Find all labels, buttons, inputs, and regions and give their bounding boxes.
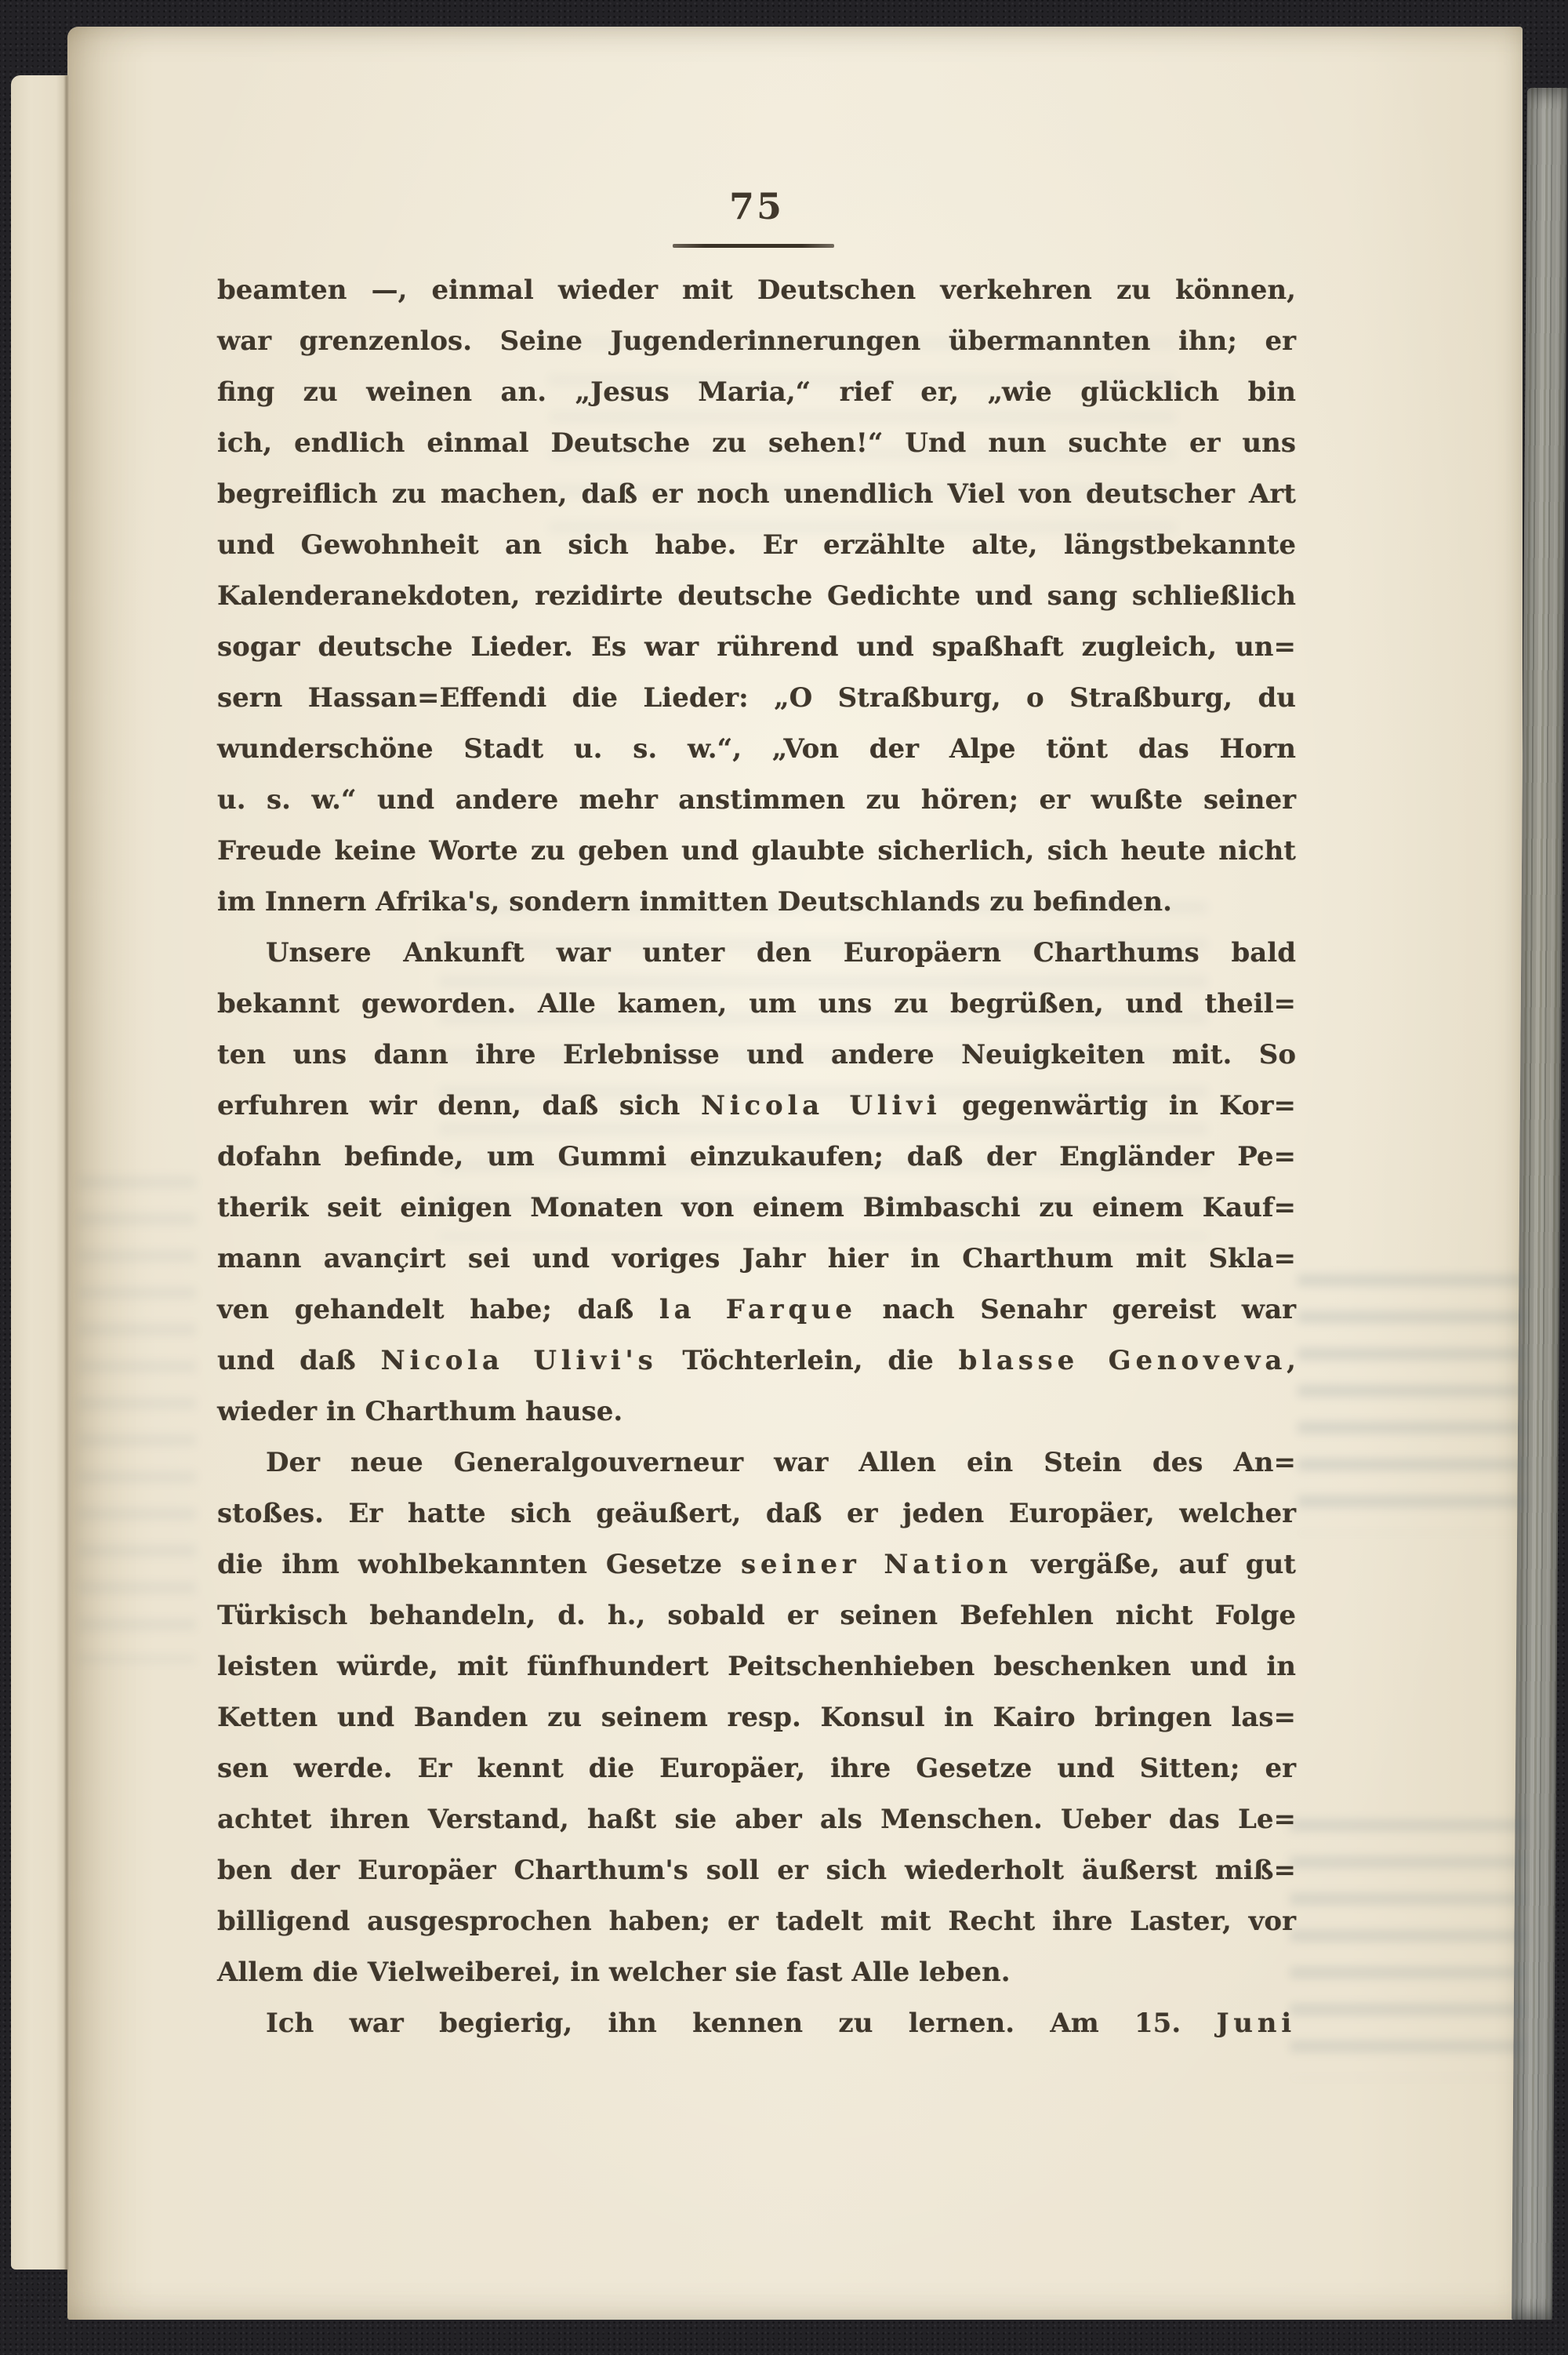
letterspaced-text: Juni: [1216, 2008, 1296, 2039]
text-line: [217, 1539, 1296, 1590]
text-segment: Türkisch behandeln, d. h., sobald er seinen Befehlen nicht Folge: [217, 1600, 1296, 1631]
text-segment: sern Hassan=Effendi die Lieder: „O Straßburg, o Straßburg, du: [217, 682, 1296, 714]
letterspaced-text: blasse Genoveva: [958, 1345, 1287, 1376]
text-segment: billigend ausgesprochen haben; er tadelt mit Recht ihre Laster, vor: [217, 1906, 1296, 1937]
text-line: [217, 775, 1296, 826]
text-line: [217, 877, 1296, 928]
text-line: [217, 1692, 1296, 1743]
text-segment: ,: [1287, 1345, 1296, 1376]
text-segment: gegenwärtig in Kor=: [941, 1090, 1296, 1121]
text-line: [217, 418, 1296, 469]
letterspaced-text: Nicola Ulivi: [700, 1090, 942, 1121]
previous-page-edge: [11, 75, 67, 2270]
text-line: [217, 1641, 1296, 1692]
text-segment: Allem die Vielweiberei, in welcher sie fast Alle leben.: [217, 1957, 1011, 1988]
text-segment: wieder in Charthum hause.: [217, 1396, 623, 1427]
text-line: [217, 1183, 1296, 1234]
text-segment: erfuhren wir denn, daß sich: [217, 1090, 701, 1121]
gutter-crease: [64, 75, 69, 2271]
text-line: [217, 1743, 1296, 1794]
body-text: [217, 265, 1296, 2049]
text-segment: und Gewohnheit an sich habe. Er erzählte alte, längstbekannte: [217, 529, 1296, 561]
text-segment: vergäße, auf gut: [1012, 1549, 1296, 1580]
text-line: [217, 469, 1296, 520]
text-segment: begreiflich zu machen, daß er noch unendlich Viel von deutscher Art: [217, 478, 1296, 510]
text-segment: nach Senahr gereist war: [856, 1294, 1297, 1325]
text-line: [217, 1947, 1296, 1998]
text-segment: sen werde. Er kennt die Europäer, ihre Gesetze und Sitten; er: [217, 1753, 1296, 1784]
text-segment: die ihm wohlbekannten Gesetze: [217, 1549, 741, 1580]
text-line: [217, 1234, 1296, 1285]
text-line: [217, 520, 1296, 571]
text-segment: Freude keine Worte zu geben und glaubte sicherlich, sich heute nicht: [217, 835, 1296, 867]
text-line: [217, 1386, 1296, 1437]
letterspaced-text: Nicola Ulivi's: [380, 1345, 658, 1376]
text-line: [217, 1030, 1296, 1081]
text-line: [217, 1590, 1296, 1641]
text-segment: beamten —, einmal wieder mit Deutschen verkehren zu können,: [217, 274, 1296, 306]
text-segment: wunderschöne Stadt u. s. w.“, „Von der Alpe tönt das Horn: [217, 733, 1296, 765]
text-segment: Ich war begierig, ihn kennen zu lernen. Am 15.: [266, 2008, 1217, 2039]
text-segment: leisten würde, mit fünfhundert Peitschenhieben beschenken und in: [217, 1651, 1296, 1682]
text-line: [217, 571, 1296, 622]
text-line: [217, 1488, 1296, 1539]
text-line: [217, 1998, 1296, 2049]
text-segment: Kalenderanekdoten, rezidirte deutsche Gedichte und sang schließlich: [217, 580, 1296, 612]
text-line: [217, 1285, 1296, 1336]
text-line: [217, 316, 1296, 367]
text-line: [217, 928, 1296, 979]
text-line: [217, 1794, 1296, 1845]
text-segment: Ketten und Banden zu seinem resp. Konsul in Kairo bringen las=: [217, 1702, 1296, 1733]
page-number-rule: [673, 244, 834, 248]
letterspaced-text: la Farque: [659, 1294, 857, 1325]
text-segment: Unsere Ankunft war unter den Europäern Charthums bald: [266, 937, 1296, 969]
text-segment: Töchterlein, die: [657, 1345, 959, 1376]
text-segment: Der neue Generalgouverneur war Allen ein Stein des An=: [266, 1447, 1296, 1478]
text-line: [217, 1081, 1296, 1132]
text-segment: sogar deutsche Lieder. Es war rührend und spaßhaft zugleich, un=: [217, 631, 1296, 663]
text-line: [217, 1132, 1296, 1183]
text-line: [217, 1437, 1296, 1488]
text-segment: u. s. w.“ und andere mehr anstimmen zu hören; er wußte seiner: [217, 784, 1296, 816]
text-line: [217, 1336, 1296, 1386]
text-line: [217, 1896, 1296, 1947]
text-segment: war grenzenlos. Seine Jugenderinnerungen übermannten ihn; er: [217, 325, 1296, 357]
text-segment: stoßes. Er hatte sich geäußert, daß er jeden Europäer, welcher: [217, 1498, 1296, 1529]
text-line: [217, 265, 1296, 316]
text-line: [217, 622, 1296, 673]
text-segment: achtet ihren Verstand, haßt sie aber als Menschen. Ueber das Le=: [217, 1804, 1296, 1835]
text-segment: mann avançirt sei und voriges Jahr hier in Charthum mit Skla=: [217, 1243, 1296, 1274]
text-segment: fing zu weinen an. „Jesus Maria,“ rief er, „wie glücklich bin: [217, 376, 1296, 408]
text-segment: und daß: [217, 1345, 381, 1376]
text-segment: ten uns dann ihre Erlebnisse und andere Neuigkeiten mit. So: [217, 1039, 1296, 1070]
text-segment: ven gehandelt habe; daß: [217, 1294, 659, 1325]
text-line: [217, 724, 1296, 775]
text-line: [217, 979, 1296, 1030]
text-segment: ben der Europäer Charthum's soll er sich wiederholt äußerst miß=: [217, 1855, 1296, 1886]
page-number: 75: [728, 185, 784, 227]
text-line: [217, 367, 1296, 418]
text-segment: dofahn befinde, um Gummi einzukaufen; daß der Engländer Pe=: [217, 1141, 1296, 1172]
text-segment: therik seit einigen Monaten von einem Bimbaschi zu einem Kauf=: [217, 1192, 1296, 1223]
text-segment: bekannt geworden. Alle kamen, um uns zu begrüßen, und theil=: [217, 988, 1296, 1019]
text-line: [217, 673, 1296, 724]
text-segment: ich, endlich einmal Deutsche zu sehen!“ Und nun suchte er uns: [217, 427, 1296, 459]
text-segment: im Innern Afrika's, sondern inmitten Deutschlands zu befinden.: [217, 886, 1172, 918]
text-line: [217, 1845, 1296, 1896]
text-line: [217, 826, 1296, 877]
letterspaced-text: seiner Nation: [740, 1549, 1013, 1580]
